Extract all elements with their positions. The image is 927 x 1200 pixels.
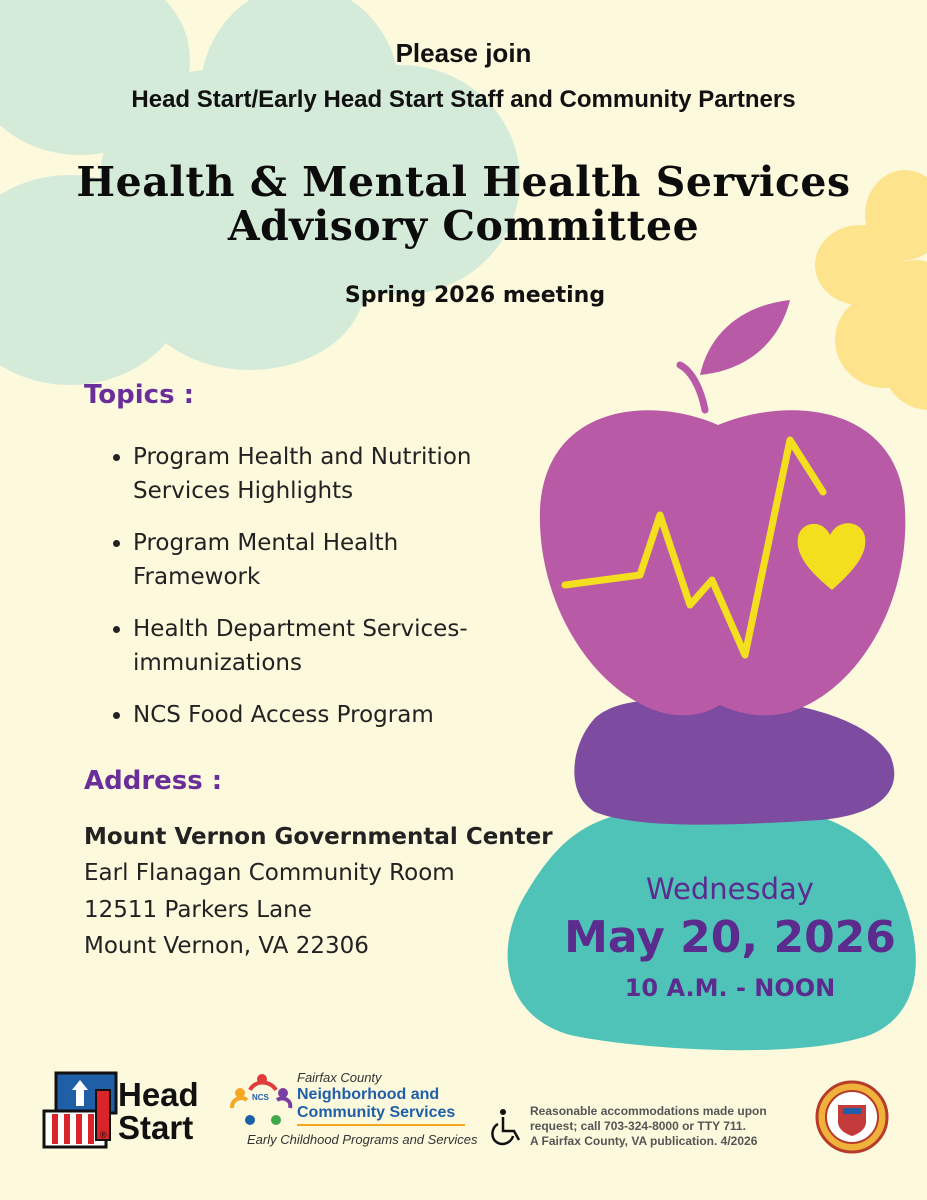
ncs-county: Fairfax County (297, 1070, 382, 1085)
list-item (133, 612, 553, 680)
address-city: Mount Vernon, VA 22306 (84, 933, 369, 959)
ncs-badge: NCS (252, 1093, 269, 1102)
list-item (133, 698, 553, 732)
event-weekday: Wednesday (646, 872, 814, 906)
list-item (133, 440, 553, 508)
topic-line: immunizations (133, 650, 302, 676)
head-start-logo-text (118, 1078, 199, 1144)
county-seal (817, 1082, 887, 1152)
ncs-name-line1: Neighborhood and (297, 1086, 440, 1103)
address-building: Mount Vernon Governmental Center (84, 824, 553, 850)
intro-line: Please join (395, 38, 532, 68)
topic-line: Services Highlights (133, 478, 354, 504)
topics-heading: Topics : (84, 380, 195, 410)
page-title-line2: Advisory Committee (227, 202, 700, 250)
head-start-registered-mark: ® (100, 1130, 107, 1140)
head-start-word2: Start (118, 1109, 194, 1146)
topic-line: NCS Food Access Program (133, 702, 434, 728)
accommodations-note (530, 1104, 810, 1149)
invitee-line: Head Start/Early Head Start Staff and Community Partners (131, 86, 796, 113)
event-time: 10 A.M. - NOON (624, 974, 836, 1002)
middle-stone-shape (574, 697, 894, 825)
head-start-word1: Head (118, 1076, 199, 1113)
address-heading: Address : (84, 766, 223, 796)
wheelchair-accessibility-icon (492, 1109, 519, 1144)
page-title-line1: Health & Mental Health Services (76, 158, 851, 206)
topic-line: Program Mental Health (133, 530, 399, 556)
meeting-subtitle: Spring 2026 meeting (344, 283, 606, 308)
ncs-subtitle: Early Childhood Programs and Services (247, 1132, 478, 1147)
ncs-name-line2: Community Services (297, 1104, 456, 1121)
list-item (133, 526, 553, 594)
accommodations-line1: Reasonable accommodations made upon (530, 1104, 767, 1118)
event-date: May 20, 2026 (564, 912, 896, 963)
topic-line: Program Health and Nutrition (133, 444, 472, 470)
accommodations-line3: A Fairfax County, VA publication. 4/2026 (530, 1134, 758, 1148)
address-street: 12511 Parkers Lane (84, 897, 312, 923)
accommodations-line2: request; call 703-324-8000 or TTY 711. (530, 1119, 746, 1133)
topic-line: Health Department Services- (133, 616, 468, 642)
address-room: Earl Flanagan Community Room (84, 860, 455, 886)
topic-line: Framework (133, 564, 261, 590)
topics-list (103, 440, 553, 750)
